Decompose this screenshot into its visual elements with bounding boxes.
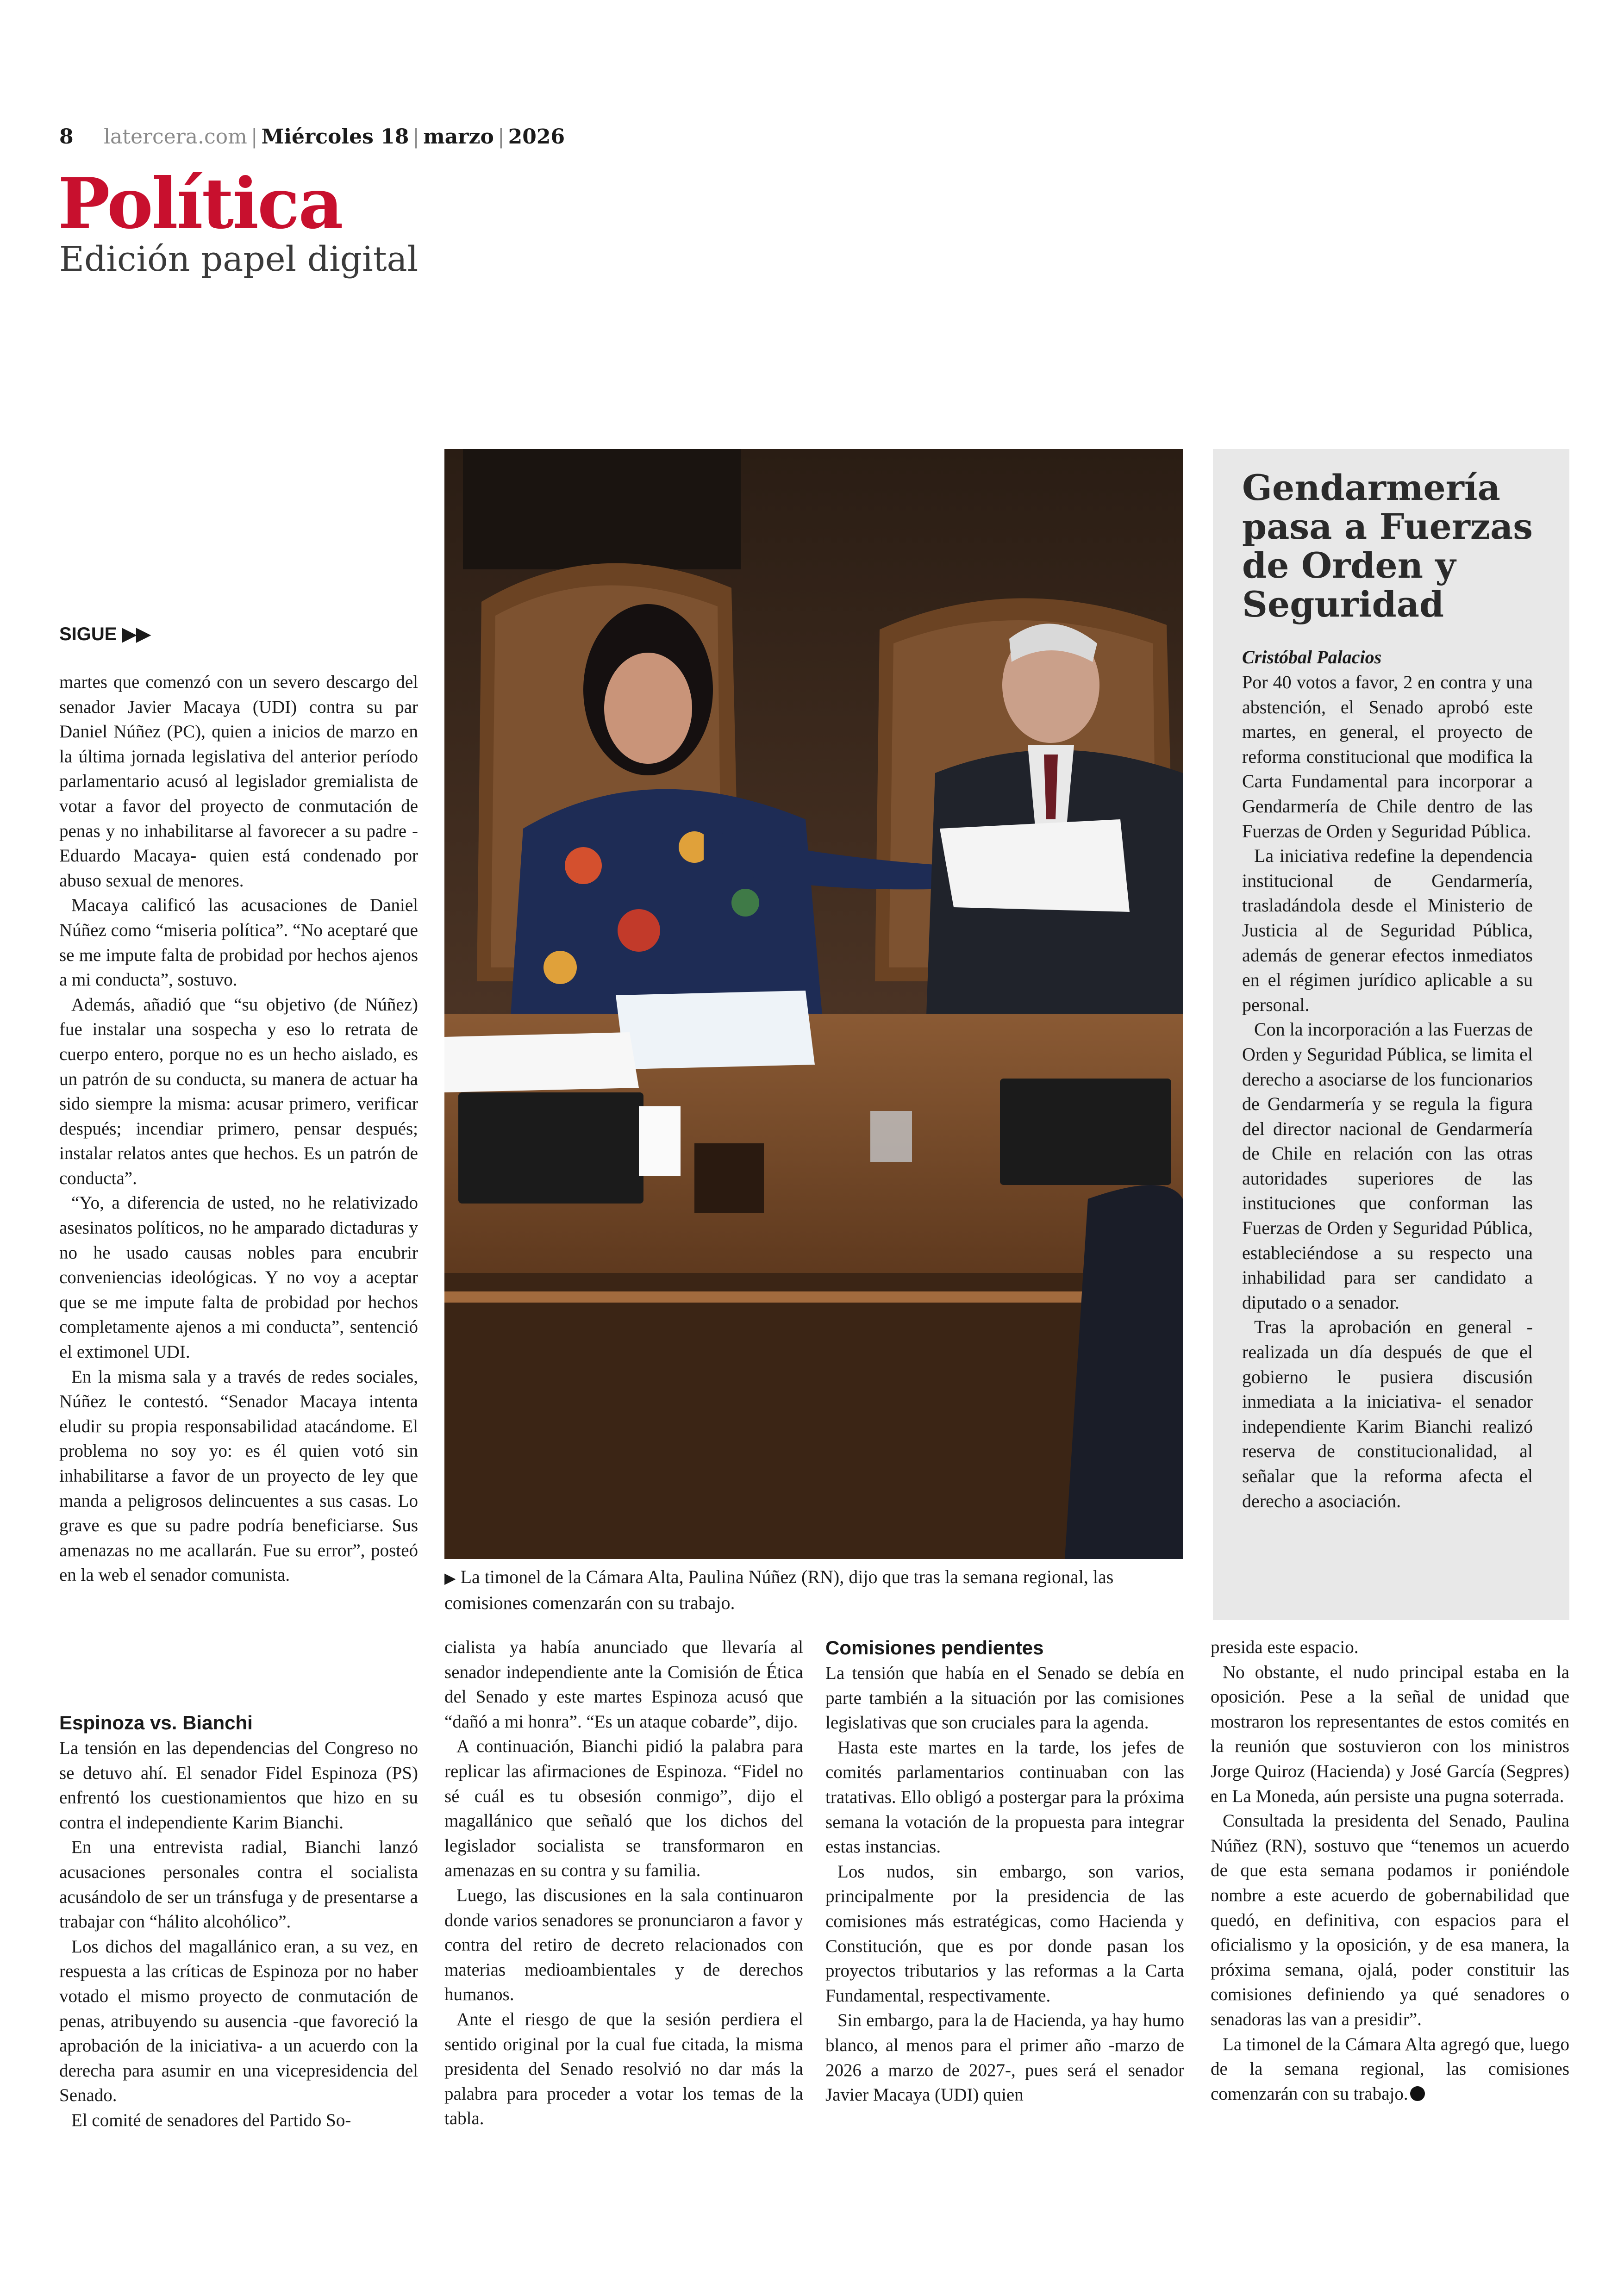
date-month: marzo: [423, 125, 494, 149]
paragraph: Los dichos del magallánico eran, a su vez, en respuesta a las críticas de Espinoza por no haber votado el mismo proyecto de conmutación de penas, atribuyendo su ausencia -que favoreció la aprobación de la iniciativa- a un acuerdo con la derecha para asumir en una vicepresidencia del Senado.: [59, 1936, 418, 2106]
paragraph: presida este espacio.: [1211, 1637, 1359, 1657]
article-column-3: [825, 1635, 1184, 2108]
paragraph: martes que comenzó con un severo descargo del senador Javier Macaya (UDI) contra su par Daniel Núñez (PC), quien a inicios de marzo en la última jornada legislativa del anterior período parlamentario acusó al legislador gremialista de votar a favor del proyecto de conmutación de penas y no inhabilitarse al favorecer a su padre -Eduardo Macaya- quien está condenado por abuso sexual de menores.: [59, 672, 418, 891]
article-column-2: [444, 1635, 803, 2131]
paragraph: Los nudos, sin embargo, son varios, principalmente por la presidencia de las comisiones más estratégicas, como Hacienda y Constitución, que es por donde pasan los proyectos tributarios y las reformas a la Carta Fundamental, respectivamente.: [825, 1861, 1184, 2006]
date-year: 2026: [508, 125, 565, 149]
section-title: Política: [58, 163, 342, 244]
subheading: Comisiones pendientes: [825, 1637, 1044, 1659]
caption-text: La timonel de la Cámara Alta, Paulina Núñez (RN), dijo que tras la semana regional, las comisiones comenzarán con su trabajo.: [444, 1566, 1114, 1613]
paragraph: Ante el riesgo de que la sesión perdiera el sentido original por la cual fue citada, la misma presidenta del Senado resolvió no dar más la palabra para proceder a votar los temas de la tabla.: [444, 2009, 803, 2129]
paragraph: La tensión en las dependencias del Congreso no se detuvo ahí. El senador Fidel Espinoza (PS) enfrentó los cuestionamientos que hizo en su contra el independiente Karim Bianchi.: [59, 1738, 418, 1833]
site-name[interactable]: latercera.com: [103, 125, 247, 149]
caption-marker: ▶: [444, 1570, 456, 1586]
paragraph: cialista ya había anunciado que llevaría al senador independiente ante la Comisión de Ética del Senado y este martes Espinoza acusó que “dañó a mi honra”. “Es un ataque cobarde”, dijo.: [444, 1637, 803, 1732]
sidebar-title: Gendarmería pasa a Fuerzas de Orden y Seguridad: [1242, 467, 1533, 625]
paragraph: A continuación, Bianchi pidió la palabra para replicar las afirmaciones de Espinoza. “Fidel no sé cuál es tu obsesión conmigo”, dijo el magallánico que señaló que los dichos del legislador socialista se transformaron en amenazas en su contra y su familia.: [444, 1736, 803, 1881]
paragraph: La tensión que había en el Senado se debía en parte también a la situación por las comisiones legislativas que son cruciales para la agenda.: [825, 1663, 1184, 1733]
subheading: Espinoza vs. Bianchi: [59, 1712, 253, 1734]
sidebar-author: Cristóbal Palacios: [1242, 647, 1382, 667]
end-of-article-mark: [1410, 2086, 1425, 2101]
paragraph-text: La timonel de la Cámara Alta agregó que, luego de la semana regional, las comisiones comenzarán con su trabajo.: [1211, 2034, 1569, 2104]
paragraph: Consultada la presidenta del Senado, Paulina Núñez (RN), sostuvo que “tenemos un acuerdo de que esta semana podamos ir poniéndole nombre a este acuerdo de gobernabilidad que quedó, en definitiva, con espacios para el oficialismo y la oposición, y de esa manera, la próxima semana, ojalá, poder constituir las comisiones definiendo ya qué senadores o senadoras las van a presidir”.: [1211, 1811, 1569, 2029]
paragraph: En una entrevista radial, Bianchi lanzó acusaciones personales contra el socialista acusándolo de ser un tránsfuga y de presentarse a trabajar con “hálito alcohólico”.: [59, 1837, 418, 1932]
section-subtitle: Edición papel digital: [59, 239, 418, 279]
paragraph: “Yo, a diferencia de usted, no he relativizado asesinatos políticos, no he amparado dictaduras y no he usado causas nobles para encubrir conveniencias ideológicas. Y no voy a aceptar que se me impute falta de probidad por hechos completamente ajenos a mi conducta”, sentenció el extimonel UDI.: [59, 1193, 418, 1362]
article-column-4: [1211, 1635, 1569, 2106]
paragraph: Con la incorporación a las Fuerzas de Orden y Seguridad Pública, se limita el derecho a asociarse de los funcionarios de Gendarmería y se regula la figura del director nacional de Gendarmería de Chile en relación con las otras autoridades superiores de las instituciones que conforman las Fuerzas de Orden y Seguridad Pública, estableciéndose a su respecto una inhabilidad para ser candidato a diputado o a senador.: [1242, 1019, 1533, 1313]
paragraph: Tras la aprobación en general -realizada un día después de que el gobierno le pusiera discusión inmediata a la iniciativa- el senador independiente Karim Bianchi realizó reserva de constitucionalidad, al señalar que la reforma afecta el derecho a asociación.: [1242, 1316, 1533, 1511]
sidebar-body: [1242, 670, 1533, 1513]
paragraph: Sin embargo, para la de Hacienda, ya hay humo blanco, al menos para el primer año -marzo de 2026 a marzo de 2027-, pues será el senador Javier Macaya (UDI) quien: [825, 2010, 1184, 2105]
paragraph: El comité de senadores del Partido So-: [71, 2110, 351, 2130]
paragraph: Hasta este martes en la tarde, los jefes de comités parlamentarios continuaban con las tratativas. Ello obligó a postergar para la próxima semana la votación de la propuesta para integrar estas instancias.: [825, 1737, 1184, 1857]
senate-photo: [444, 449, 1183, 1559]
paragraph: Luego, las discusiones en la sala continuaron donde varios senadores se pronunciaron a favor y contra del retiro de decreto relacionados con materias medioambientales y de derechos humanos.: [444, 1885, 803, 2005]
paragraph: Además, añadió que “su objetivo (de Núñez) fue instalar una sospecha y eso lo retrata de cuerpo entero, porque no es un hecho aislado, es un patrón de su conducta, su manera de actuar ha sido siempre la misma: acusar primero, verificar después; incendiar primero, pensar después; instalar relatos antes que hechos. Es un patrón de conducta”.: [59, 994, 418, 1188]
paragraph: En la misma sala y a través de redes sociales, Núñez le contestó. “Senador Macaya intenta eludir su propia responsabilidad atacándome. El problema no soy yo: es él quien votó sin inhabilitarse a favor de un proyecto de ley que manda a peligrosos delincuentes a sus casas. Lo grave es que su padre podría beneficiarse. Sus amenazas no me acallarán. Fue su error”, posteó en la web el senador comunista.: [59, 1366, 418, 1585]
article-column-1: [59, 670, 418, 1588]
paragraph: Por 40 votos a favor, 2 en contra y una abstención, el Senado aprobó este martes, en general, el proyecto de reforma constitucional que modifica la Carta Fundamental para incorporar a Gendarmería de Chile dentro de las Fuerzas de Orden y Seguridad Pública.: [1242, 672, 1533, 842]
paragraph: La iniciativa redefine la dependencia institucional de Gendarmería, trasladándola desde el Ministerio de Justicia al de Seguridad Pública, además de generar efectos inmediatos en el régimen jurídico aplicable a su personal.: [1242, 845, 1533, 1015]
paragraph: No obstante, el nudo principal estaba en la oposición. Pese a la señal de unidad que mostraron los representantes de estos comités en la reunión que sostuvieron con los ministros Jorge Quiroz (Hacienda) y José García (Segpres) en La Moneda, aún persiste una pugna soterrada.: [1211, 1662, 1569, 1806]
sigue-label: SIGUE ▶▶: [59, 624, 151, 644]
date-day: Miércoles 18: [261, 125, 409, 149]
paragraph: [1211, 2032, 1569, 2107]
paragraph: Macaya calificó las acusaciones de Daniel Núñez como “miseria política”. “No aceptaré que se me impute falta de probidad por hechos ajenos a mi conducta”, sostuvo.: [59, 895, 418, 990]
folio-line: 8 latercera.com | Miércoles 18 | marzo | 2026: [59, 125, 565, 149]
page-number: 8: [59, 125, 74, 149]
photo-caption: [444, 1565, 1183, 1615]
article-column-1-bottom: [59, 1710, 418, 2133]
